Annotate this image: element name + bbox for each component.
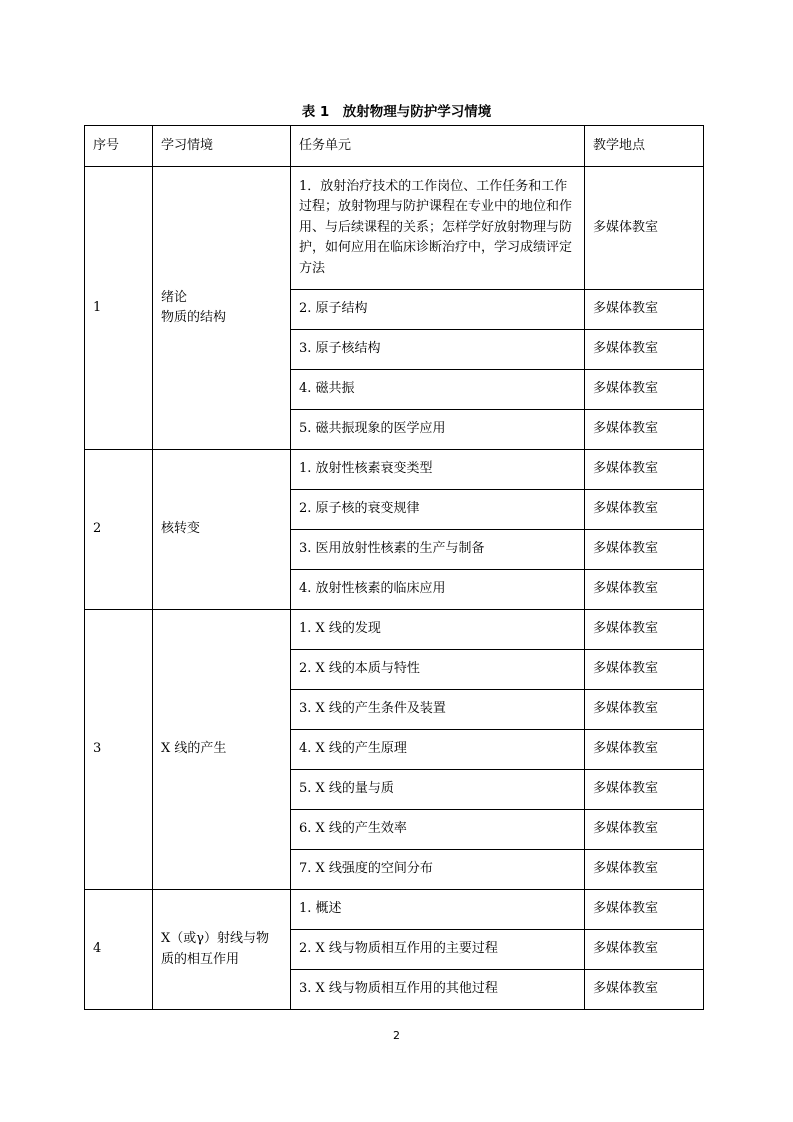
header-row	[85, 126, 704, 167]
learning-situation	[153, 610, 291, 890]
row-number: 2	[85, 450, 153, 610]
header-location: 教学地点	[585, 126, 704, 167]
teaching-location: 多媒体教室	[585, 490, 704, 530]
task-unit: 1．放射治疗技术的工作岗位、工作任务和工作过程；放射物理与防护课程在专业中的地位和作用、与后续课程的关系；怎样学好放射物理与防护，如何应用在临床诊断治疗中，学习成绩评定方法	[291, 167, 585, 290]
task-unit: 2. 原子核的衰变规律	[291, 490, 585, 530]
learning-situation-line: 质的相互作用	[161, 951, 240, 967]
task-unit: 2. X 线与物质相互作用的主要过程	[291, 930, 585, 970]
learning-situation-line: 物质的结构	[161, 310, 227, 325]
task-unit: 3. X 线与物质相互作用的其他过程	[291, 970, 585, 1010]
task-unit: 4. 放射性核素的临床应用	[291, 570, 585, 610]
task-unit: 1. 概述	[291, 890, 585, 930]
header-task: 任务单元	[291, 126, 585, 167]
row-number: 1	[85, 167, 153, 450]
task-unit: 1. 放射性核素衰变类型	[291, 450, 585, 490]
teaching-location: 多媒体教室	[585, 370, 704, 410]
task-unit: 6. X 线的产生效率	[291, 810, 585, 850]
learning-situation	[153, 167, 291, 450]
task-unit: 5. X 线的量与质	[291, 770, 585, 810]
learning-situation	[153, 450, 291, 610]
teaching-location: 多媒体教室	[585, 890, 704, 930]
task-unit: 4. 磁共振	[291, 370, 585, 410]
teaching-location: 多媒体教室	[585, 530, 704, 570]
learning-situation-line: X（或γ）射线与物	[161, 931, 270, 946]
task-unit: 1. X 线的发现	[291, 610, 585, 650]
teaching-location: 多媒体教室	[585, 410, 704, 450]
teaching-location: 多媒体教室	[585, 610, 704, 650]
task-unit: 7. X 线强度的空间分布	[291, 850, 585, 890]
teaching-location: 多媒体教室	[585, 167, 704, 290]
table-row	[85, 610, 704, 650]
header-situation: 学习情境	[153, 126, 291, 167]
task-unit: 2. 原子结构	[291, 290, 585, 330]
row-number: 3	[85, 610, 153, 890]
teaching-location: 多媒体教室	[585, 690, 704, 730]
learning-situation-line: 核转变	[161, 521, 201, 537]
table-row	[85, 450, 704, 490]
teaching-location: 多媒体教室	[585, 730, 704, 770]
teaching-location: 多媒体教室	[585, 850, 704, 890]
task-unit: 2. X 线的本质与特性	[291, 650, 585, 690]
table-caption: 表 1 放射物理与防护学习情境	[301, 104, 492, 120]
teaching-location: 多媒体教室	[585, 930, 704, 970]
task-unit: 5. 磁共振现象的医学应用	[291, 410, 585, 450]
teaching-location: 多媒体教室	[585, 290, 704, 330]
header-no: 序号	[85, 126, 153, 167]
task-unit: 3. X 线的产生条件及装置	[291, 690, 585, 730]
teaching-location: 多媒体教室	[585, 810, 704, 850]
learning-situations-table	[84, 125, 704, 1010]
table-row	[85, 167, 704, 290]
task-unit: 4. X 线的产生原理	[291, 730, 585, 770]
teaching-location: 多媒体教室	[585, 650, 704, 690]
teaching-location: 多媒体教室	[585, 970, 704, 1010]
teaching-location: 多媒体教室	[585, 770, 704, 810]
row-number: 4	[85, 890, 153, 1010]
learning-situation	[153, 890, 291, 1010]
learning-situation-line: X 线的产生	[161, 741, 227, 757]
teaching-location: 多媒体教室	[585, 570, 704, 610]
page-number: 2	[393, 1029, 400, 1042]
teaching-location: 多媒体教室	[585, 330, 704, 370]
teaching-location: 多媒体教室	[585, 450, 704, 490]
task-unit: 3. 医用放射性核素的生产与制备	[291, 530, 585, 570]
learning-situation-line: 绪论	[161, 289, 188, 305]
task-unit: 3. 原子核结构	[291, 330, 585, 370]
table-row	[85, 890, 704, 930]
